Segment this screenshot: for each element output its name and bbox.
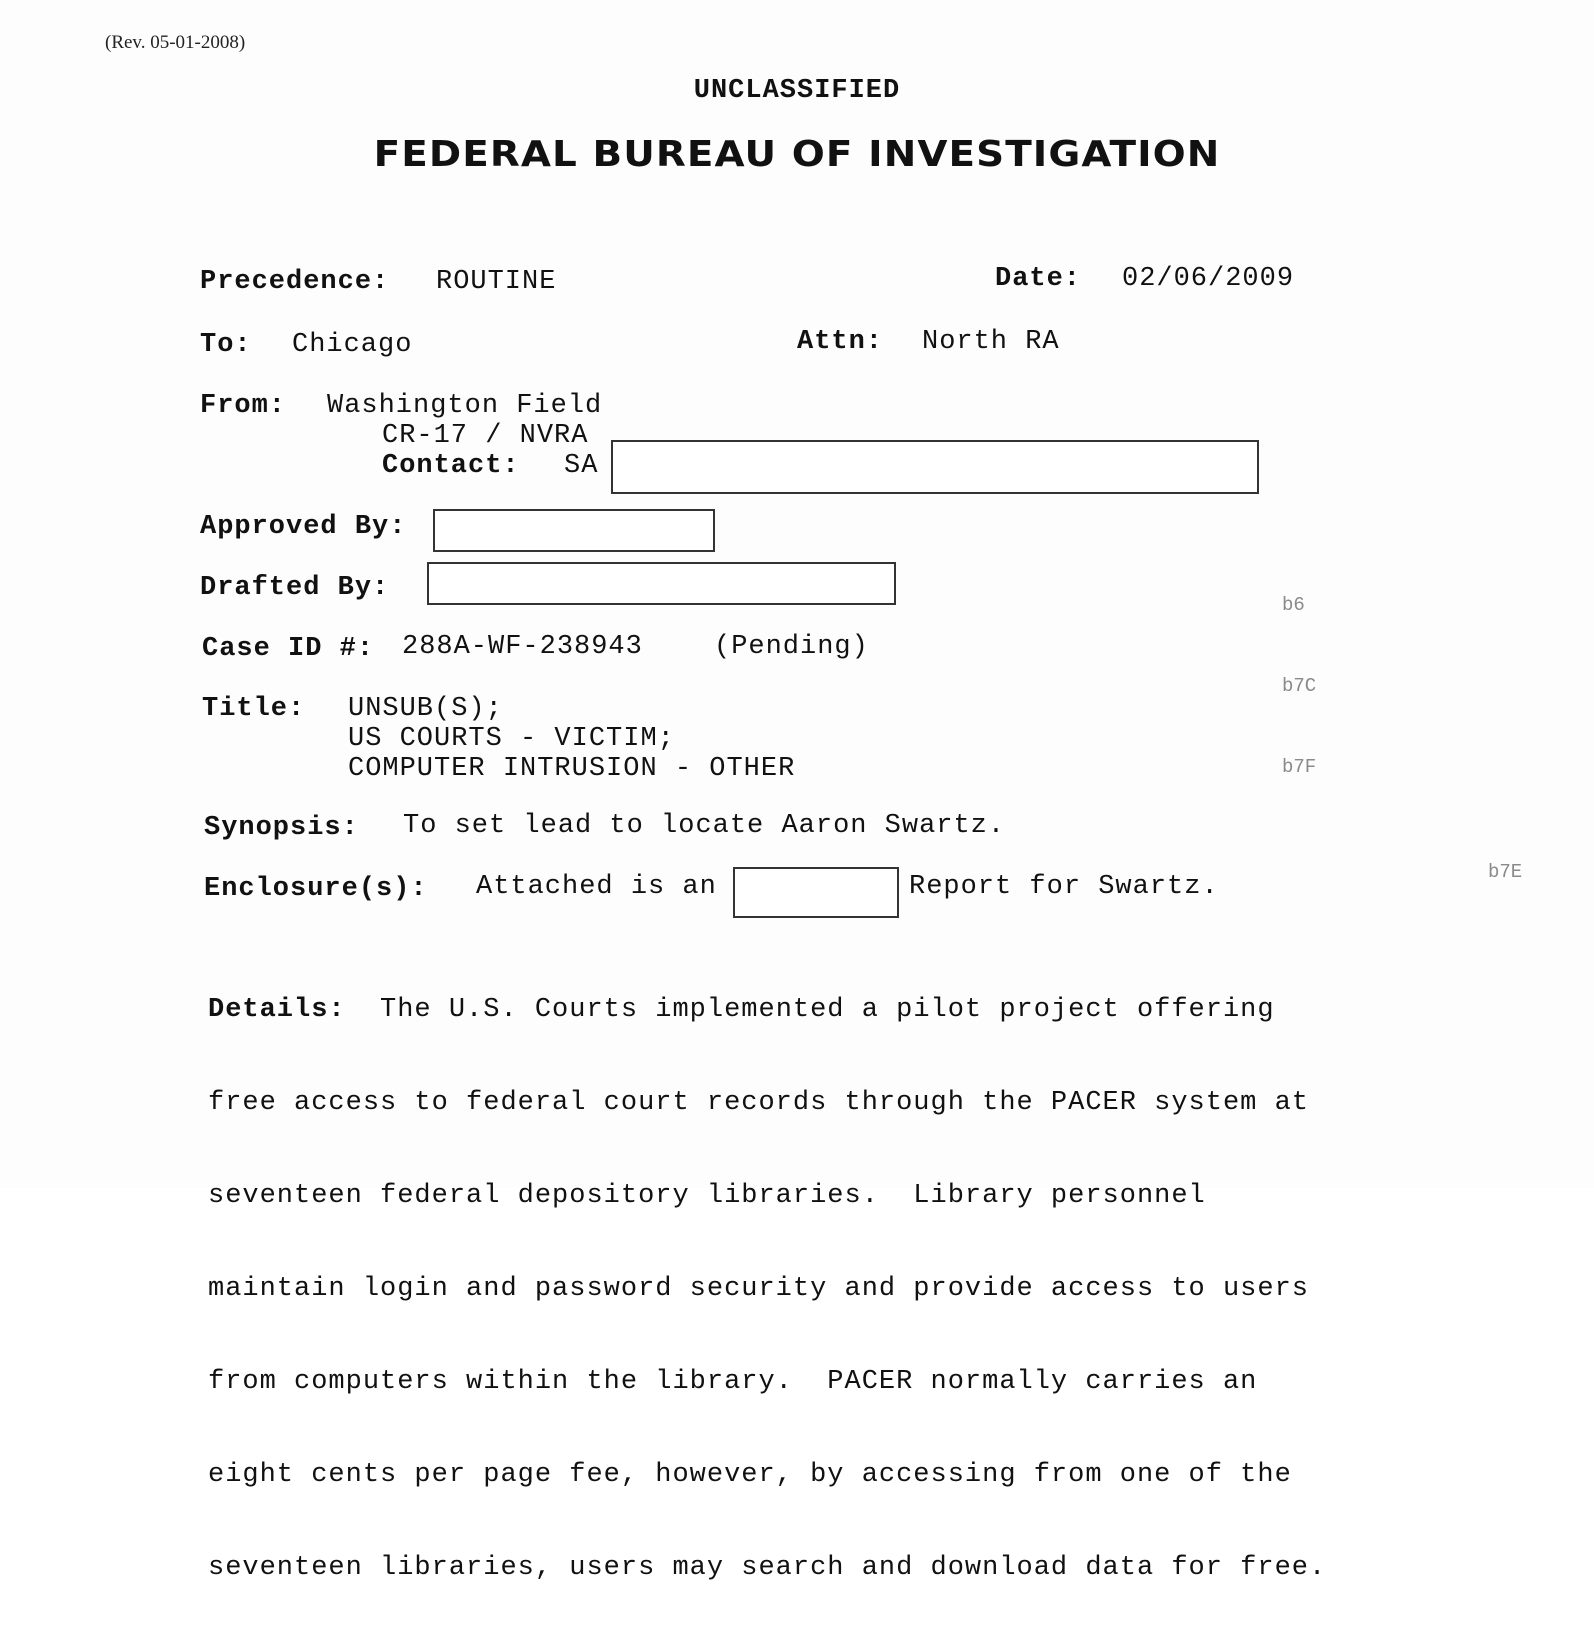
attn-value: North RA: [922, 327, 1060, 357]
drafted-by-redaction-box: [427, 562, 896, 605]
enclosure-redaction-box: [733, 867, 899, 918]
enclosure-text-before: Attached is an: [476, 872, 717, 902]
title-line: COMPUTER INTRUSION - OTHER: [348, 754, 796, 784]
precedence-label: Precedence:: [200, 267, 390, 297]
classification-marking: UNCLASSIFIED: [693, 76, 901, 106]
from-value: Washington Field: [327, 391, 603, 421]
from-unit: CR-17 / NVRA: [382, 421, 589, 451]
title-line: US COURTS - VICTIM;: [348, 724, 675, 754]
to-value: Chicago: [292, 330, 413, 360]
details-line: eight cents per page fee, however, by accessing from one of the: [208, 1460, 1292, 1490]
details-line: seventeen federal depository libraries. Library personnel: [208, 1181, 1206, 1211]
details-label: Details:: [208, 995, 346, 1025]
details-line: free access to federal court records through the PACER system at: [208, 1088, 1309, 1118]
title-label: Title:: [202, 694, 306, 724]
exemption-code: b6: [1282, 594, 1305, 616]
synopsis-value: To set lead to locate Aaron Swartz.: [403, 811, 1006, 841]
agency-heading: FEDERAL BUREAU OF INVESTIGATION: [373, 134, 1221, 175]
case-status: (Pending): [714, 632, 869, 662]
details-line: The U.S. Courts implemented a pilot project offering: [380, 995, 1275, 1025]
synopsis-label: Synopsis:: [204, 813, 359, 843]
exemption-code: b7E: [1488, 861, 1523, 883]
exemption-code: b7C: [1282, 675, 1317, 697]
details-line: from computers within the library. PACER normally carries an: [208, 1367, 1258, 1397]
date-value: 02/06/2009: [1122, 264, 1295, 294]
approved-by-redaction-box: [433, 509, 715, 552]
attn-label: Attn:: [797, 327, 884, 357]
title-line: UNSUB(S);: [348, 694, 503, 724]
to-label: To:: [200, 330, 252, 360]
enclosure-label: Enclosure(s):: [204, 874, 428, 904]
exemption-code: b7F: [1282, 756, 1317, 778]
approved-by-label: Approved By:: [200, 512, 407, 542]
case-id-label: Case ID #:: [202, 634, 375, 664]
contact-value: SA: [564, 451, 599, 481]
enclosure-text-after: Report for Swartz.: [909, 872, 1219, 902]
revision-note: (Rev. 05-01-2008): [105, 32, 246, 53]
exemption-codes-group: [1282, 538, 1328, 835]
details-line: seventeen libraries, users may search and download data for free.: [208, 1553, 1327, 1583]
details-section: [208, 933, 1326, 1646]
from-label: From:: [200, 391, 287, 421]
date-label: Date:: [995, 264, 1082, 294]
contact-label: Contact:: [382, 451, 520, 481]
contact-redaction-box: [611, 440, 1259, 494]
precedence-value: ROUTINE: [436, 267, 557, 297]
case-id-value: 288A-WF-238943: [402, 632, 643, 662]
drafted-by-label: Drafted By:: [200, 573, 390, 603]
details-line: maintain login and password security and provide access to users: [208, 1274, 1309, 1304]
